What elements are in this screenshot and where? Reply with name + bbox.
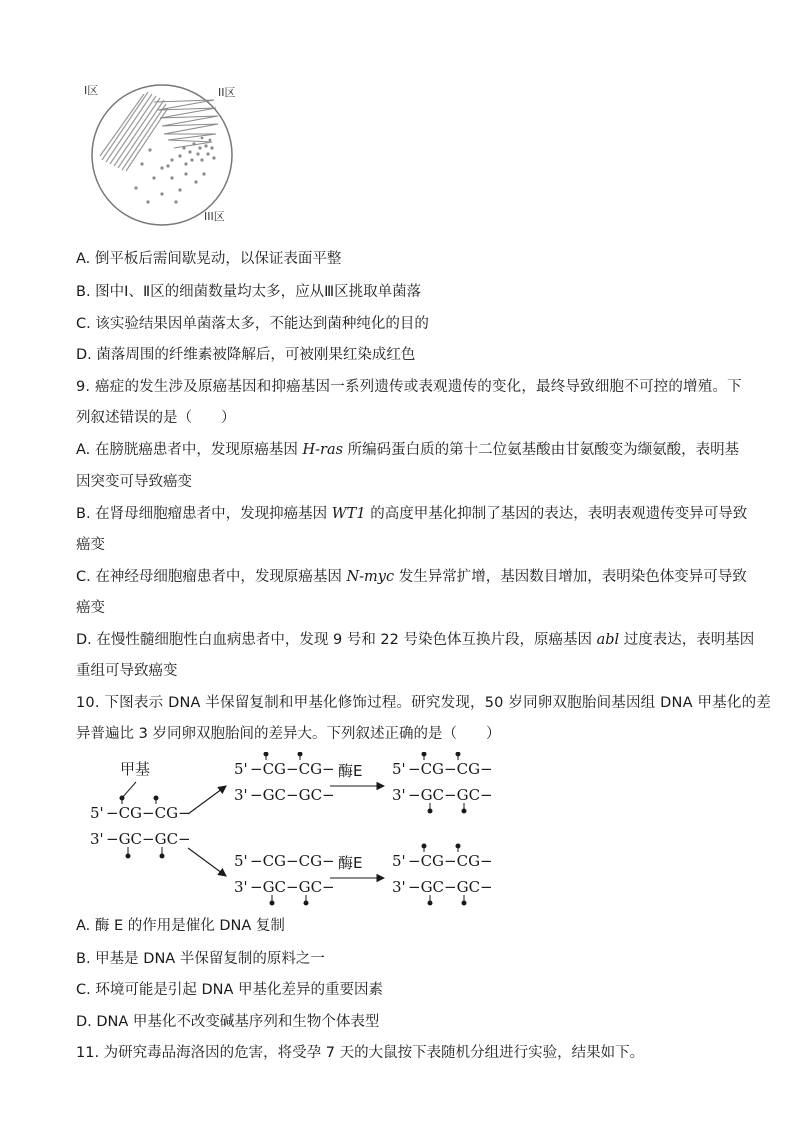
zone3-colonies — [134, 137, 215, 204]
q9-option-a-gene: H-ras — [302, 442, 344, 458]
q9-option-c-line2: 癌变 — [76, 600, 105, 616]
d2-top-seq: −CG−CG− — [250, 852, 335, 870]
parent-bottom-seq: −GC−GC− — [106, 830, 191, 848]
r1-top-seq: −CG−CG− — [408, 760, 493, 778]
q10-stem-line2: 异普遍比 3 岁同卵双胞胎间的差异大。下列叙述正确的是（ ） — [76, 726, 501, 742]
parent-5prime: 5' — [90, 804, 104, 822]
d1-methyl-marks — [264, 752, 302, 760]
r2-bottom-seq: −GC−GC− — [408, 878, 493, 896]
dna-methylation-figure — [76, 752, 496, 912]
q9-stem-line2: 列叙述错误的是（ ） — [76, 410, 236, 426]
zone2-label: II区 — [218, 86, 236, 99]
q8-option-a: A. 倒平板后需间歇晃动，以保证表面平整 — [76, 251, 342, 267]
parent-3prime: 3' — [90, 830, 104, 848]
r2-3prime: 3' — [392, 878, 406, 896]
q9-option-c-gene: N-myc — [346, 569, 395, 585]
r2-top-seq: −CG−CG− — [408, 852, 493, 870]
q9-stem-line1: 9. 癌症的发生涉及原癌基因和抑癌基因一系列遗传或表观遗传的变化，最终导致细胞不可控的增殖。下 — [76, 379, 742, 395]
d1-3prime: 3' — [234, 786, 248, 804]
q9-option-b-post: 的高度甲基化抑制了基因的表达，表明表观遗传变异可导致 — [365, 506, 748, 522]
d1-top-seq: −CG−CG− — [250, 760, 335, 778]
petri-dish — [92, 85, 232, 225]
r2-5prime: 5' — [392, 852, 406, 870]
q9-option-d-post: 过度表达，表明基因 — [619, 632, 755, 648]
enzyme-e-label-top: 酶E — [338, 762, 363, 780]
q9-option-b-gene: WT1 — [331, 506, 366, 522]
d1-5prime: 5' — [234, 760, 248, 778]
d2-3prime: 3' — [234, 878, 248, 896]
q9-option-a-line2: 因突变可导致癌变 — [76, 474, 192, 490]
q9-option-d-pre: D. 在慢性髓细胞性白血病患者中，发现 9 号和 22 号染色体互换片段，原癌基因 — [76, 632, 597, 648]
replication-arrow-up — [188, 786, 226, 814]
q9-option-a-post: 所编码蛋白质的第十二位氨基酸由甘氨酸变为缬氨酸，表明基 — [343, 442, 740, 458]
zone1-label: I区 — [84, 84, 99, 97]
q9-option-b-pre: B. 在肾母细胞瘤患者中，发现抑癌基因 — [76, 506, 332, 522]
q9-option-c — [76, 567, 747, 587]
r1-3prime: 3' — [392, 786, 406, 804]
q10-stem-line1: 10. 下图表示 DNA 半保留复制和甲基化修饰过程。研究发现，50 岁同卵双胞胎间基因组 DNA 甲基化的差 — [76, 695, 772, 711]
q10-option-c: C. 环境可能是引起 DNA 甲基化差异的重要因素 — [76, 982, 383, 998]
streak-plate-figure — [76, 78, 256, 228]
q8-option-c: C. 该实验结果因单菌落太多，不能达到菌种纯化的目的 — [76, 316, 429, 332]
q9-option-d-gene: abl — [596, 632, 620, 648]
q10-option-d: D. DNA 甲基化不改变碱基序列和生物个体表型 — [76, 1014, 380, 1030]
q8-option-b: B. 图中Ⅰ、Ⅱ区的细菌数量均太多，应从Ⅲ区挑取单菌落 — [76, 284, 422, 300]
q9-option-a — [76, 440, 739, 460]
q9-option-a-pre: A. 在膀胱癌患者中，发现原癌基因 — [76, 442, 303, 458]
q9-option-c-post: 发生异常扩增，基因数目增加，表明染色体变异可导致 — [394, 569, 747, 585]
q9-option-d-line2: 重组可导致癌变 — [76, 663, 178, 679]
q9-option-b-line2: 癌变 — [76, 537, 105, 553]
q11-stem: 11. 为研究毒品海洛因的危害，将受孕 7 天的大鼠按下表随机分组进行实验，结果如下。 — [76, 1045, 645, 1061]
replication-arrow-down — [188, 848, 226, 876]
methyl-pointer-line — [122, 782, 136, 798]
q9-option-d — [76, 630, 754, 650]
d2-bottom-seq: −GC−GC− — [250, 878, 335, 896]
q9-option-c-pre: C. 在神经母细胞瘤患者中，发现原癌基因 — [76, 569, 347, 585]
d1-bottom-seq: −GC−GC− — [250, 786, 335, 804]
methyl-label: 甲基 — [120, 760, 151, 778]
d2-5prime: 5' — [234, 852, 248, 870]
q8-option-d: D. 菌落周围的纤维素被降解后，可被刚果红染成红色 — [76, 347, 416, 363]
enzyme-e-label-bottom: 酶E — [338, 854, 363, 872]
parent-top-seq: −CG−CG− — [106, 804, 191, 822]
q9-option-b — [76, 504, 747, 524]
d2-methyl-marks — [270, 895, 308, 905]
q10-option-b: B. 甲基是 DNA 半保留复制的原料之一 — [76, 951, 325, 967]
q10-option-a: A. 酶 E 的作用是催化 DNA 复制 — [76, 918, 285, 934]
zone1-streaks — [100, 92, 168, 171]
r1-bottom-seq: −GC−GC− — [408, 786, 493, 804]
zone3-label: III区 — [204, 210, 225, 223]
r1-5prime: 5' — [392, 760, 406, 778]
